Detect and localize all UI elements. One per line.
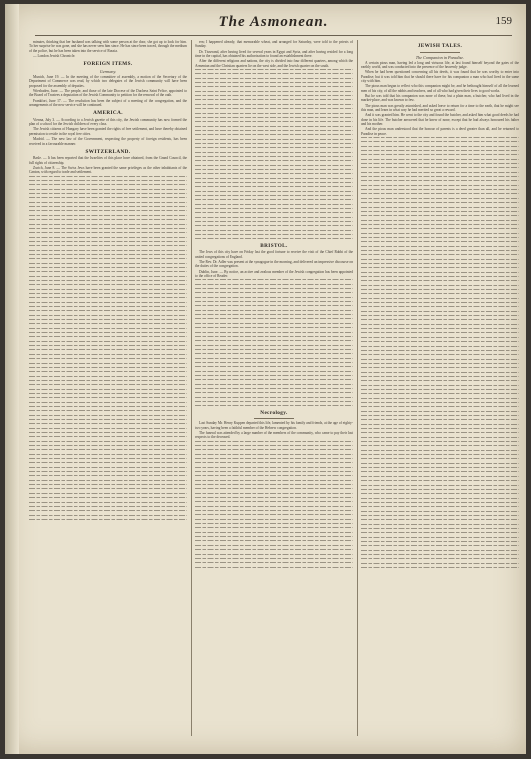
section-rule <box>420 52 460 53</box>
masthead-rule <box>35 35 512 36</box>
col1-lead: minutes, thinking that her husband was talking with some person at the door, she got up to look for him. To her surprise he was gone, and she has never seen him since. He has since been traced, through the medium of the police, but he has been taken into the service of Russia. <box>29 40 187 53</box>
article-paragraph: Dr. Tisserand, after having lived for several years in Egypt and Syria, and after having resided for a long time in the capital, has obtained his authorisation to found an establishment there. <box>195 49 353 59</box>
article-paragraph: Vienna, July 3. — According to a Jewish gazette of this city, the Jewish community has now formed the plan of a school for the Jewish children of every class. <box>29 117 187 127</box>
col1-section-heading-2: AMERICA. <box>93 110 123 117</box>
article-paragraph: The Rev. Dr. Adler was present at the synagogue in the morning, and delivered an impressive discourse on the duties of the congregation. <box>195 260 353 269</box>
col1-section-heading: FOREIGN ITEMS. <box>83 61 133 68</box>
newspaper-page <box>5 4 526 754</box>
article-paragraph: The funeral was attended by a large number of the members of the community, who came to pay their last respects to the deceased. <box>195 430 353 440</box>
article-paragraph: The pious man was greatly astonished, and asked leave to return for a time to the earth, that he might see this man, and learn in what way he had merited so great a reward. <box>361 103 519 112</box>
newspaper-title: The Asmonean. <box>218 14 329 30</box>
article-paragraph: Zurich, June 8. — The Swiss Jews have been granted the same privileges as the other inhabitants of the Canton, with regard to trade and settlement. <box>29 166 187 175</box>
article-paragraph: The Jews of this city have on Friday last the good fortune to receive the visit of the Chief Rabbi of the united congregations of England. <box>195 250 353 259</box>
col2-section-heading-2: Necrology. <box>260 409 288 416</box>
col1-attribution: — London Jewish Chronicle. <box>33 54 76 59</box>
column-divider-2 <box>357 40 358 736</box>
col2-section-heading: BRISTOL. <box>260 242 288 249</box>
article-paragraph: But he was told that his companion was none of these, but a plain man, a butcher, who had lived in the market-place, and was known to few. <box>361 93 519 103</box>
article-paragraph: And it was granted him. He went to the city and found the butcher, and asked him what good deeds he had done in his life. The butcher answered that he knew of none, except that he had always honoured his father and his mother. <box>361 113 519 126</box>
article-paragraph: The pious man began to reflect who this companion might be, and he bethought himself of all the learned men of his city, of all the rabbis and teachers, and of all who had given their lives to good works. <box>361 84 519 93</box>
article-paragraph: When he had been questioned concerning all his deeds, it was found that he was worthy to enter into Paradise; but it was told him that he should there have for his companion a man who had lived in the same city with him. <box>361 70 519 83</box>
article-paragraph: Dublin, June. — By notice, an active and zealous member of the Jewish congregation has been appointed to the office of Reader. <box>195 269 353 279</box>
article-paragraph: A certain pious man, having led a long and virtuous life, at last found himself beyond the gates of the earthly world, and was conducted into the presence of the heavenly judge. <box>361 60 519 69</box>
article-paragraph: And the pious man understood that the honour of parents is a deed greater than all, and he returned to Paradise in peace. <box>361 127 519 136</box>
article-paragraph: Madrid. — The new law of the Government, respecting the property of foreign residents, has been received in a favourable manner. <box>29 137 187 146</box>
column-3 <box>361 40 519 571</box>
article-paragraph: Frankfort, June 17. — The resolution has been the subject of a meeting of the congregation, and the arrangements of the new service will be continued. <box>29 98 187 107</box>
article-paragraph: The Jewish citizens of Hungary have been granted the rights of free settlement, and have thereby obtained permission to reside in the royal free cities. <box>29 127 187 136</box>
col3-text-filler <box>361 137 519 568</box>
col3-subsection-heading: The Companion in Paradise. <box>415 54 465 60</box>
page-number: 159 <box>495 15 512 27</box>
col1-text-filler <box>29 176 187 520</box>
col2-text-filler-2 <box>195 279 353 406</box>
col1-section-heading-3: SWITZERLAND. <box>85 148 131 155</box>
article-paragraph: Last Sunday Mr. Henry Kuppen departed this life, lamented by his family and friends, at the age of eighty-two years, having been a faithful member of the Hebrew congregation. <box>195 421 353 430</box>
column-1 <box>29 40 187 523</box>
section-rule <box>254 418 294 419</box>
col1-subsection-heading: Germany. <box>99 68 117 74</box>
article-paragraph: Basle. — It has been reported that the Israelites of this place have obtained, from the Grand Council, the full rights of citizenship. <box>29 156 187 165</box>
masthead <box>35 14 512 36</box>
column-divider-1 <box>191 40 192 736</box>
col3-section-heading: JEWISH TALES. <box>417 43 463 49</box>
col2-text-filler-1 <box>195 69 353 239</box>
article-paragraph: After the different religions and nations, the city is divided into four different quarters, among which the Armenian and the Christian quarters lie on the west side, and the Jewish quarter on the south. <box>195 59 353 68</box>
article-paragraph: Wiesbaden, June. — The people, and those of the late Diocese of the Duchess Saint Felice, appointed to the Board of Trustees a deputation of the Jewish Community to petition for the removal of the oath. <box>29 88 187 98</box>
article-paragraph: Munich, June 19. — In the meeting of the committee of assembly, a motion of the Secretary of the Department of Commerce was read, by which two delegates of the Jewish community will have been proposed for the assembly of deputies. <box>29 74 187 88</box>
col2-lead: ern; I happened already, that memorable wheat, and arranged for Saturday, were told to the priests of Sunday. <box>195 40 353 49</box>
col2-text-filler-3 <box>195 441 353 568</box>
column-2 <box>195 40 353 571</box>
